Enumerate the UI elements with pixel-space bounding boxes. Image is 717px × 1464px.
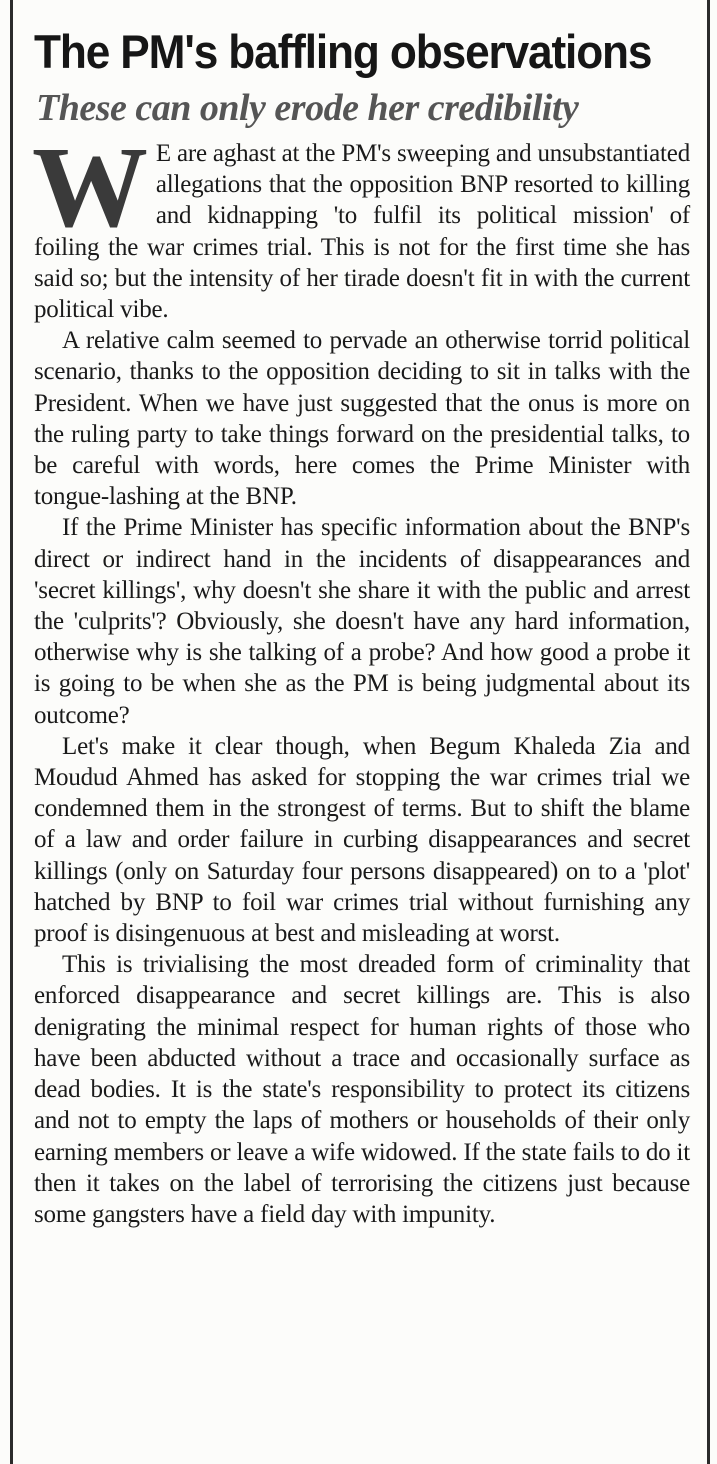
headline: The PM's baffling observations — [34, 25, 652, 78]
article-paragraph-3: If the Prime Minister has specific information about the BNP's direct or indirect hand in the incidents of disappearances and 'secret killings', why doesn't she share it with the public and arrest the 'culprits'? Obviously, she doesn't have any hard information, otherwise why is she talking of a probe? And how good a probe it is going to be when she as the PM is being judgmental about its outcome? — [34, 514, 690, 729]
article-paragraph-1-text: E are aghast at the PM's sweeping and unsubstantiated allegations that the opposition BNP resorted to killing and kidnapping 'to fulfil its political mission' of foiling the war crimes trial. This is not for the first time she has said so; but the intensity of her tirade doesn't fit in with the current political vibe. — [34, 140, 690, 324]
right-column-rule — [707, 0, 710, 1464]
article-paragraph-5: This is trivialising the most dreaded form of criminality that enforced disappearance and secret killings are. This is also denigrating the minimal respect for human rights of those who have been abducted without a trace and occasionally surface as dead bodies. It is the state's responsibility to protect its citizens and not to empty the laps of mothers or households of their only earning members or leave a wife widowed. If the state fails to do it then it takes on the label of terrorising the citizens just because some gangsters have a field day with impunity. — [34, 951, 690, 1228]
article-paragraph-2: A relative calm seemed to pervade an otherwise torrid political scenario, thanks to the opposition deciding to sit in talks with the President. When we have just suggested that the onus is more on the ruling party to take things forward on the presidential talks, to be careful with words, here comes the Prime Minister with tongue-lashing at the BNP. — [34, 327, 690, 511]
subheadline: These can only erode her credibility — [36, 87, 579, 129]
article-paragraph-1 — [32, 124, 690, 325]
article-body — [32, 124, 690, 1230]
editorial-article — [34, 20, 690, 1230]
drop-cap: W — [32, 124, 148, 252]
article-paragraph-4: Let's make it clear though, when Begum Khaleda Zia and Moudud Ahmed has asked for stopping the war crimes trial we condemned them in the strongest of terms. But to shift the blame of a law and order failure in curbing disappearances and secret killings (only on Saturday four persons disappeared) on to a 'plot' hatched by BNP to foil war crimes trial without furnishing any proof is disingenuous at best and misleading at worst. — [34, 732, 690, 948]
left-column-rule — [10, 0, 13, 1464]
